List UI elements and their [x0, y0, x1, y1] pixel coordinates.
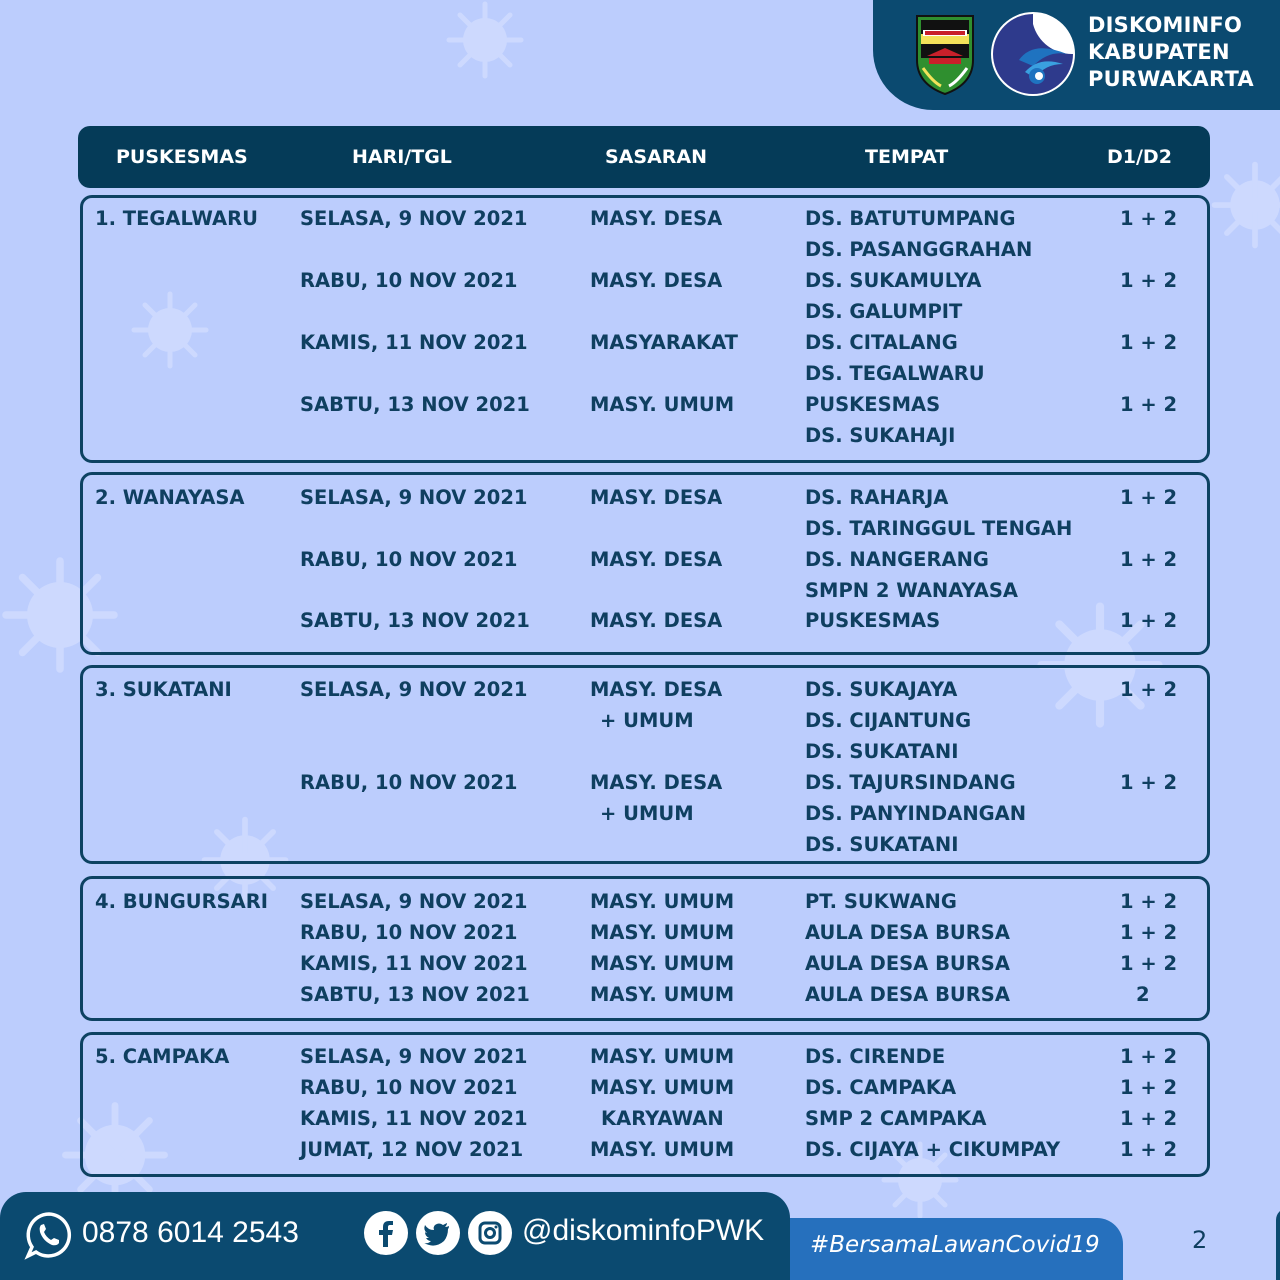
row-place: DS. SUKATANI [805, 740, 959, 763]
header-d1-d2: D1/D2 [1107, 146, 1172, 168]
row-target: MASY. UMUM [590, 952, 735, 975]
row-date: SABTU, 13 NOV 2021 [300, 609, 530, 632]
row-place: DS. CIRENDE [805, 1045, 946, 1068]
row-date: RABU, 10 NOV 2021 [300, 921, 518, 944]
row-target: MASY. UMUM [590, 890, 735, 913]
row-target: MASY. UMUM [590, 1076, 735, 1099]
row-dose: 1 + 2 [1120, 678, 1178, 701]
row-dose: 1 + 2 [1120, 269, 1178, 292]
row-place: PUSKESMAS [805, 393, 941, 416]
row-target: MASY. DESA [590, 269, 723, 292]
puskesmas-name: 4. BUNGURSARI [95, 890, 269, 913]
row-place: AULA DESA BURSA [805, 921, 1010, 944]
row-target: MASY. UMUM [590, 921, 735, 944]
row-target: MASY. DESA [590, 207, 723, 230]
row-dose: 1 + 2 [1120, 393, 1178, 416]
hashtag-banner [790, 1218, 1123, 1280]
puskesmas-name: 1. TEGALWARU [95, 207, 258, 230]
puskesmas-name: 3. SUKATANI [95, 678, 232, 701]
row-target: MASY. DESA [590, 609, 723, 632]
row-dose: 1 + 2 [1120, 609, 1178, 632]
row-place: DS. CITALANG [805, 331, 958, 354]
header-puskesmas: PUSKESMAS [116, 146, 248, 168]
row-place: DS. RAHARJA [805, 486, 949, 509]
row-date: SABTU, 13 NOV 2021 [300, 393, 530, 416]
kominfo-logo [989, 10, 1077, 98]
row-place: PUSKESMAS [805, 609, 941, 632]
row-place: DS. BATUTUMPANG [805, 207, 1016, 230]
row-place: DS. NANGERANG [805, 548, 989, 571]
row-place: DS. SUKAJAYA [805, 678, 958, 701]
row-date: SELASA, 9 NOV 2021 [300, 486, 528, 509]
row-dose: 1 + 2 [1120, 1138, 1178, 1161]
row-dose: 2 [1136, 983, 1150, 1006]
row-target: MASY. UMUM [590, 393, 735, 416]
row-place: DS. TEGALWARU [805, 362, 985, 385]
virus-decoration-icon [445, 0, 525, 80]
row-dose: 1 + 2 [1120, 207, 1178, 230]
row-dose: 1 + 2 [1120, 548, 1178, 571]
purwakarta-crest-logo [913, 12, 977, 96]
brand-line-3: PURWAKARTA [1088, 67, 1254, 91]
row-date: SELASA, 9 NOV 2021 [300, 678, 528, 701]
row-dose: 1 + 2 [1120, 1045, 1178, 1068]
row-date: KAMIS, 11 NOV 2021 [300, 952, 528, 975]
facebook-icon[interactable] [364, 1211, 408, 1255]
row-date: RABU, 10 NOV 2021 [300, 269, 518, 292]
row-target: MASY. DESA [590, 678, 723, 701]
whatsapp-icon [24, 1210, 74, 1260]
row-date: SELASA, 9 NOV 2021 [300, 1045, 528, 1068]
row-place: DS. TAJURSINDANG [805, 771, 1016, 794]
phone-number: 0878 6014 2543 [82, 1216, 299, 1249]
row-date: RABU, 10 NOV 2021 [300, 548, 518, 571]
puskesmas-name: 5. CAMPAKA [95, 1045, 230, 1068]
row-place: AULA DESA BURSA [805, 983, 1010, 1006]
row-dose: 1 + 2 [1120, 890, 1178, 913]
hashtag-text: #BersamaLawanCovid19 [810, 1232, 1100, 1258]
row-place: DS. CIJAYA + CIKUMPAY [805, 1138, 1061, 1161]
row-target: MASY. DESA [590, 548, 723, 571]
row-date: SELASA, 9 NOV 2021 [300, 207, 528, 230]
row-dose: 1 + 2 [1120, 486, 1178, 509]
row-place: AULA DESA BURSA [805, 952, 1010, 975]
row-place: DS. CIJANTUNG [805, 709, 972, 732]
row-target: MASYARAKAT [590, 331, 738, 354]
table-header [78, 126, 1210, 188]
social-handle: @diskominfoPWK [522, 1214, 765, 1247]
header-sasaran: SASARAN [605, 146, 708, 168]
row-date: RABU, 10 NOV 2021 [300, 771, 518, 794]
row-target: MASY. UMUM [590, 1045, 735, 1068]
row-place: DS. TARINGGUL TENGAH [805, 517, 1073, 540]
row-date: KAMIS, 11 NOV 2021 [300, 1107, 528, 1130]
row-target: MASY. UMUM [590, 1138, 735, 1161]
row-place: PT. SUKWANG [805, 890, 957, 913]
row-target-extra: + UMUM [600, 802, 694, 825]
instagram-icon[interactable] [468, 1211, 512, 1255]
row-place: DS. PANYINDANGAN [805, 802, 1027, 825]
puskesmas-name: 2. WANAYASA [95, 486, 245, 509]
row-place: DS. CAMPAKA [805, 1076, 957, 1099]
row-dose: 1 + 2 [1120, 1076, 1178, 1099]
brand-line-2: KABUPATEN [1088, 40, 1230, 64]
row-place: DS. GALUMPIT [805, 300, 963, 323]
header-tempat: TEMPAT [865, 146, 949, 168]
row-dose: 1 + 2 [1120, 952, 1178, 975]
row-place: SMPN 2 WANAYASA [805, 579, 1018, 602]
row-place: DS. SUKAHAJI [805, 424, 956, 447]
page-number: 2 [1192, 1226, 1208, 1254]
row-date: RABU, 10 NOV 2021 [300, 1076, 518, 1099]
right-edge-decoration [1276, 1208, 1280, 1280]
row-dose: 1 + 2 [1120, 1107, 1178, 1130]
row-dose: 1 + 2 [1120, 331, 1178, 354]
row-place: DS. SUKAMULYA [805, 269, 982, 292]
row-dose: 1 + 2 [1120, 921, 1178, 944]
virus-decoration-icon [1210, 160, 1280, 250]
row-date: SELASA, 9 NOV 2021 [300, 890, 528, 913]
brand-header [873, 0, 1280, 110]
twitter-icon[interactable] [416, 1211, 460, 1255]
row-target: MASY. DESA [590, 771, 723, 794]
row-date: KAMIS, 11 NOV 2021 [300, 331, 528, 354]
row-place: DS. PASANGGRAHAN [805, 238, 1033, 261]
row-dose: 1 + 2 [1120, 771, 1178, 794]
row-target: KARYAWAN [601, 1107, 724, 1130]
row-place: DS. SUKATANI [805, 833, 959, 856]
row-target: MASY. DESA [590, 486, 723, 509]
header-hari-tgl: HARI/TGL [352, 146, 452, 168]
row-place: SMP 2 CAMPAKA [805, 1107, 987, 1130]
row-target-extra: + UMUM [600, 709, 694, 732]
brand-line-1: DISKOMINFO [1088, 13, 1243, 37]
row-date: SABTU, 13 NOV 2021 [300, 983, 530, 1006]
row-date: JUMAT, 12 NOV 2021 [300, 1138, 524, 1161]
group-tegalwaru [80, 195, 1210, 463]
row-target: MASY. UMUM [590, 983, 735, 1006]
